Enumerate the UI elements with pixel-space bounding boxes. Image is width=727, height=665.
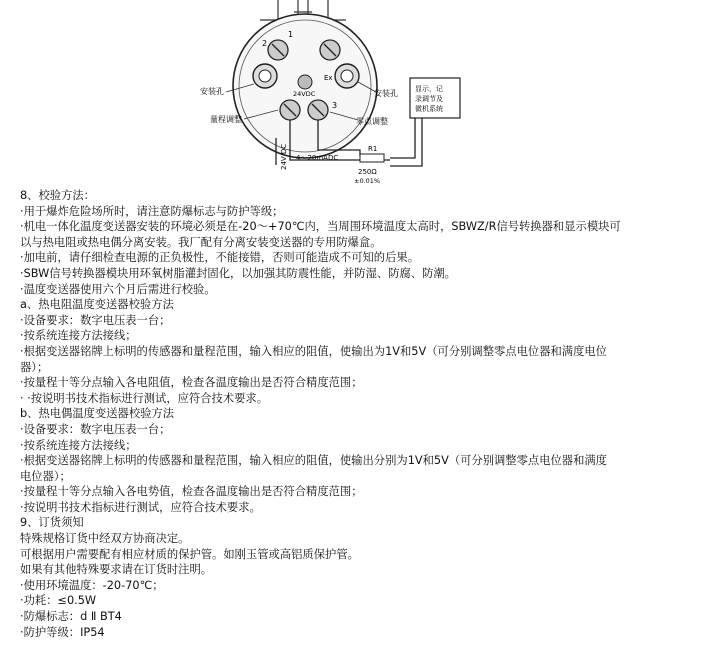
- document-text: [20, 188, 720, 640]
- resistor-r1: [360, 154, 384, 162]
- section-heading: 8、校验方法：: [20, 189, 95, 202]
- mount-hole-left-label: 安装孔: [200, 87, 224, 96]
- text-line: ·防爆标志：d Ⅱ BT4: [20, 610, 122, 624]
- text-line: ·设备要求：数字电压表一台；: [20, 313, 171, 327]
- dc-supply-label: 24V DC: [280, 143, 288, 170]
- mounting-hole-left: [253, 64, 277, 88]
- text-line: ·按量程十等分点输入各电势值，检查各温度输出是否符合精度范围；: [20, 485, 363, 499]
- text-line: 特殊规格订货中经双方协商决定。: [20, 532, 190, 546]
- text-line: ·按说明书技术指标进行测试，应符合技术要求。: [20, 500, 261, 514]
- display-box-line1: 显示，记: [415, 85, 443, 93]
- text-line: ·按系统连接方法接线；: [20, 329, 137, 343]
- text-line: 电位器）；: [20, 469, 71, 483]
- text-line: ·防护等级：IP54: [20, 625, 105, 639]
- terminal-label-1: 1: [288, 30, 294, 39]
- supply-mark: 24VDC: [293, 90, 316, 98]
- ex-mark: Ex: [324, 74, 333, 82]
- mounting-hole-right: [335, 64, 359, 88]
- terminal-label-2: 2: [262, 39, 268, 48]
- text-line: ·按系统连接方法接线；: [20, 438, 137, 452]
- resistor-accuracy: ±0.01%: [354, 177, 381, 185]
- text-line: ·机电一体化温度变送器安装的环境必须是在-20～+70℃内，当周围环境温度太高时，SBWZ/R信号转换器和显示模块可: [20, 220, 621, 234]
- text-line: ·用于爆炸危险场所时，请注意防爆标志与防护等级；: [20, 204, 284, 218]
- current-loop-label: 4～20mADC: [296, 154, 339, 162]
- text-line: ·使用环境温度：-20-70℃；: [20, 578, 164, 592]
- text-line: 器）；: [20, 360, 49, 374]
- text-line: ·功耗：≤0.5W: [20, 594, 97, 608]
- text-line: ·加电前，请仔细检查电源的正负极性，不能接错，否则可能造成不可知的后果。: [20, 251, 419, 265]
- text-line: ·SBW信号转换器模块用环氧树脂灌封固化，以加强其防震性能，并防湿、防腐、防潮。: [20, 266, 456, 280]
- text-line: 可根据用户需要配有相应材质的保护管。如刚玉管或高铝质保护管。: [20, 547, 359, 561]
- range-adjust-label: 量程调整: [210, 115, 242, 124]
- text-line: ·根据变送器铭牌上标明的传感器和量程范围，输入相应的阻值，使输出为1V和5V（可分别调整零点电位器和满度电位: [20, 344, 607, 358]
- terminal-label-3: 3: [332, 101, 338, 110]
- wiring-diagram: [190, 0, 480, 190]
- text-line: 如果有其他特殊要求请在订货时注明。: [20, 563, 213, 577]
- subsection-heading: b、热电偶温度变送器校验方法: [20, 407, 175, 421]
- resistor-label: R1: [368, 145, 378, 153]
- display-box-line2: 录调节及: [415, 95, 443, 103]
- zero-adjust-label: 零点调整: [356, 117, 388, 126]
- text-line: ·设备要求：数字电压表一台；: [20, 422, 171, 436]
- text-line: ·温度变送器使用六个月后需进行校验。: [20, 282, 216, 296]
- text-line: 以与热电阻或热电偶分离安装。我厂配有分离安装变送器的专用防爆盒。: [20, 235, 382, 249]
- mount-hole-right-label: 安装孔: [374, 89, 398, 98]
- resistor-value: 250Ω: [358, 168, 377, 176]
- text-line: ·按量程十等分点输入各电阻值，检查各温度输出是否符合精度范围；: [20, 376, 363, 390]
- section-heading: 9、订货须知: [20, 516, 84, 530]
- terminal-screw-bottom-right: [308, 100, 328, 120]
- text-line: · ·按说明书技术指标进行测试，应符合技术要求。: [20, 391, 269, 405]
- terminal-screw-bottom-left: [280, 100, 300, 120]
- display-box-line3: 微机系统: [415, 105, 443, 113]
- subsection-heading: a、热电阻温度变送器校验方法: [20, 298, 174, 312]
- text-line: ·根据变送器铭牌上标明的传感器和量程范围，输入相应的阻值，使输出分别为1V和5V（可分别调整零点电位器和满度: [20, 454, 607, 468]
- terminal-screw-top-right: [320, 40, 340, 60]
- center-screw: [298, 75, 312, 89]
- terminal-screw-top-left: [268, 40, 288, 60]
